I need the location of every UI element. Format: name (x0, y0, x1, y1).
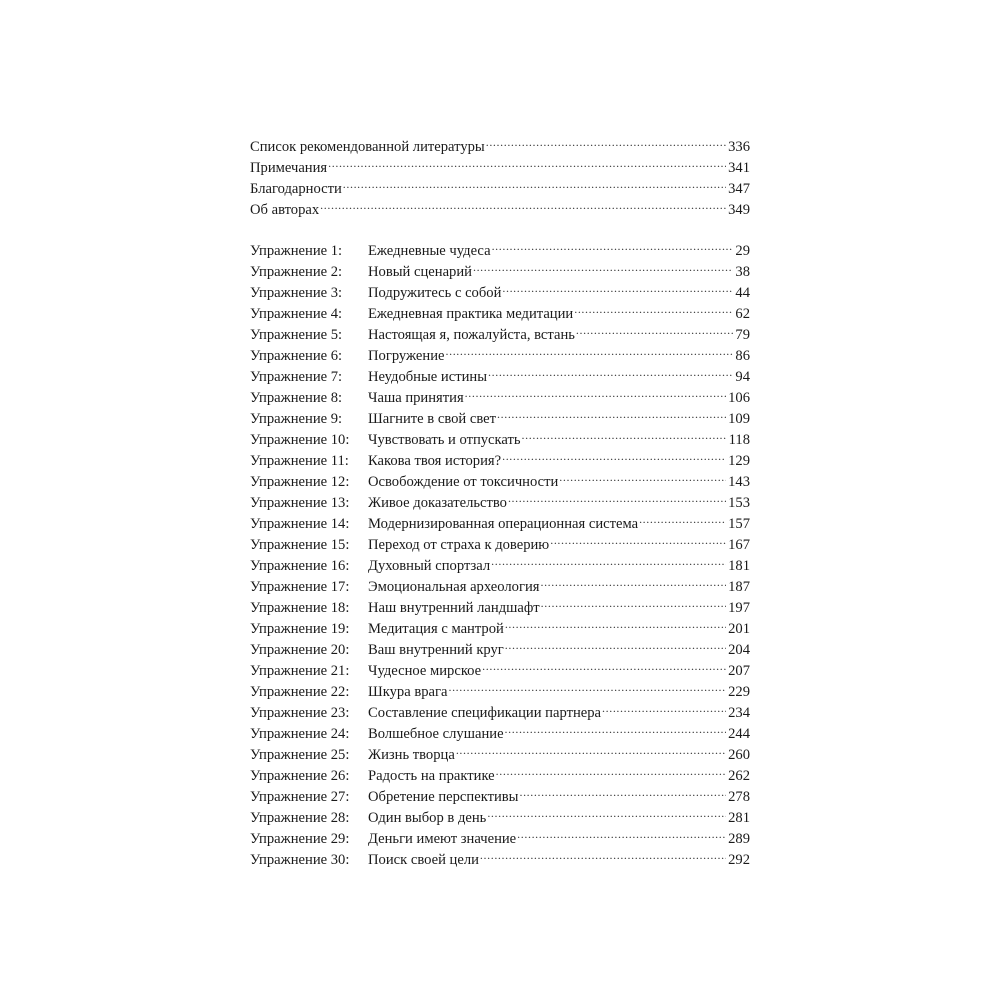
exercise-title: Поиск своей цели (368, 852, 479, 868)
exercise-title: Духовный спортзал (368, 558, 491, 574)
entry-title: Примечания (250, 160, 328, 176)
page-number: 341 (728, 160, 750, 176)
exercise-label: Упражнение 25: (250, 747, 350, 763)
exercise-title: Деньги имеют значение (368, 831, 517, 847)
dot-leader (497, 402, 726, 423)
exercise-title: Какова твоя история? (368, 453, 502, 469)
exercise-label: Упражнение 18: (250, 600, 350, 616)
dot-leader (482, 654, 726, 675)
exercise-label: Упражнение 28: (250, 810, 350, 826)
exercise-entry (250, 234, 750, 259)
exercise-label: Упражнение 7: (250, 369, 343, 385)
exercise-label: Упражнение 12: (250, 474, 350, 490)
dot-leader (576, 318, 734, 339)
dot-leader (456, 738, 726, 759)
toc-entry (250, 130, 750, 155)
dot-leader (505, 633, 726, 654)
page-number: 94 (735, 369, 750, 385)
exercise-label: Упражнение 19: (250, 621, 350, 637)
page-number: 197 (728, 600, 750, 616)
page-number: 86 (735, 348, 750, 364)
exercise-title: Чувствовать и отпускать (368, 432, 521, 448)
dot-leader (492, 234, 734, 255)
page-number: 29 (735, 243, 750, 259)
dot-leader (559, 465, 726, 486)
page-number: 118 (728, 432, 750, 448)
page-number: 234 (728, 705, 750, 721)
dot-leader (486, 130, 726, 151)
exercise-title: Радость на практике (368, 768, 495, 784)
exercise-label: Упражнение 10: (250, 432, 350, 448)
exercise-label: Упражнение 3: (250, 285, 343, 301)
dot-leader (473, 255, 733, 276)
dot-leader (446, 339, 734, 360)
page-number: 349 (728, 202, 750, 218)
dot-leader (320, 193, 726, 214)
dot-leader (522, 423, 727, 444)
exercise-title: Новый сценарий (368, 264, 472, 280)
page-number: 129 (728, 453, 750, 469)
page-number: 187 (728, 579, 750, 595)
exercise-title: Эмоциональная археология (368, 579, 540, 595)
exercise-label: Упражнение 29: (250, 831, 350, 847)
exercise-title: Медитация с мантрой (368, 621, 504, 637)
page-number: 281 (728, 810, 750, 826)
exercise-label: Упражнение 15: (250, 537, 350, 553)
dot-leader (448, 675, 726, 696)
dot-leader (488, 360, 733, 381)
page-number: 201 (728, 621, 750, 637)
exercise-title: Освобождение от токсичности (368, 474, 559, 490)
dot-leader (328, 151, 726, 172)
exercise-label: Упражнение 23: (250, 705, 350, 721)
exercise-label: Упражнение 8: (250, 390, 343, 406)
page-number: 44 (735, 285, 750, 301)
exercise-title: Волшебное слушание (368, 726, 504, 742)
exercise-label: Упражнение 9: (250, 411, 343, 427)
exercise-label: Упражнение 11: (250, 453, 349, 469)
dot-leader (505, 612, 726, 633)
exercise-label: Упражнение 2: (250, 264, 343, 280)
exercise-title: Ваш внутренний круг (368, 642, 504, 658)
exercise-label: Упражнение 17: (250, 579, 350, 595)
exercise-title: Погружение (368, 348, 445, 364)
dot-leader (541, 591, 726, 612)
page-number: 167 (728, 537, 750, 553)
dot-leader (550, 528, 726, 549)
exercise-title: Жизнь творца (368, 747, 455, 763)
dot-leader (502, 276, 733, 297)
page-number: 336 (728, 139, 750, 155)
dot-leader (343, 172, 726, 193)
exercise-label: Упражнение 30: (250, 852, 350, 868)
dot-leader (496, 759, 726, 780)
exercise-title: Настоящая я, пожалуйста, встань (368, 327, 575, 343)
page-number: 207 (728, 663, 750, 679)
page-number: 262 (728, 768, 750, 784)
page-number: 292 (728, 852, 750, 868)
exercise-label: Упражнение 1: (250, 243, 343, 259)
page-number: 260 (728, 747, 750, 763)
page-number: 143 (728, 474, 750, 490)
exercise-title: Наш внутренний ландшафт (368, 600, 540, 616)
exercise-title: Подружитесь с собой (368, 285, 502, 301)
exercise-title: Обретение перспективы (368, 789, 519, 805)
dot-leader (480, 843, 726, 864)
entry-title: Благодарности (250, 181, 342, 197)
exercise-label: Упражнение 20: (250, 642, 350, 658)
exercise-label: Упражнение 22: (250, 684, 350, 700)
exercise-label: Упражнение 16: (250, 558, 350, 574)
page-number: 38 (735, 264, 750, 280)
dot-leader (502, 444, 726, 465)
exercise-title: Модернизированная операционная система (368, 516, 639, 532)
exercise-title: Шкура врага (368, 684, 448, 700)
table-of-contents (250, 130, 750, 868)
exercise-label: Упражнение 21: (250, 663, 350, 679)
page-number: 229 (728, 684, 750, 700)
dot-leader (639, 507, 726, 528)
dot-leader (602, 696, 726, 717)
front-matter-list (250, 130, 750, 218)
page-number: 244 (728, 726, 750, 742)
dot-leader (505, 717, 727, 738)
page-number: 153 (728, 495, 750, 511)
page-number: 181 (728, 558, 750, 574)
dot-leader (487, 801, 726, 822)
dot-leader (465, 381, 726, 402)
page-number: 106 (728, 390, 750, 406)
page-number: 79 (735, 327, 750, 343)
exercise-title: Один выбор в день (368, 810, 487, 826)
page-number: 347 (728, 181, 750, 197)
page-number: 62 (735, 306, 750, 322)
exercise-label: Упражнение 4: (250, 306, 343, 322)
exercise-list (250, 234, 750, 868)
entry-title: Об авторах (250, 202, 320, 218)
exercise-title: Чаша принятия (368, 390, 464, 406)
exercise-label: Упражнение 24: (250, 726, 350, 742)
dot-leader (540, 570, 726, 591)
exercise-label: Упражнение 6: (250, 348, 343, 364)
exercise-label: Упражнение 14: (250, 516, 350, 532)
exercise-label: Упражнение 13: (250, 495, 350, 511)
dot-leader (574, 297, 733, 318)
exercise-title: Неудобные истины (368, 369, 488, 385)
exercise-label: Упражнение 27: (250, 789, 350, 805)
exercise-label: Упражнение 26: (250, 768, 350, 784)
page-number: 289 (728, 831, 750, 847)
dot-leader (519, 780, 726, 801)
exercise-label: Упражнение 5: (250, 327, 343, 343)
exercise-title: Живое доказательство (368, 495, 507, 511)
exercise-title: Шагните в свой свет (368, 411, 497, 427)
exercise-title: Чудесное мирское (368, 663, 482, 679)
page-number: 204 (728, 642, 750, 658)
dot-leader (517, 822, 726, 843)
toc-entry (250, 193, 750, 218)
page-number: 278 (728, 789, 750, 805)
entry-title: Список рекомендованной литературы (250, 139, 485, 155)
page-number: 109 (728, 411, 750, 427)
section-gap (250, 214, 750, 234)
exercise-title: Переход от страха к доверию (368, 537, 550, 553)
exercise-title: Ежедневная практика медитации (368, 306, 574, 322)
dot-leader (491, 549, 726, 570)
exercise-title: Составление спецификации партнера (368, 705, 602, 721)
page-number: 157 (728, 516, 750, 532)
dot-leader (508, 486, 726, 507)
exercise-title: Ежедневные чудеса (368, 243, 491, 259)
